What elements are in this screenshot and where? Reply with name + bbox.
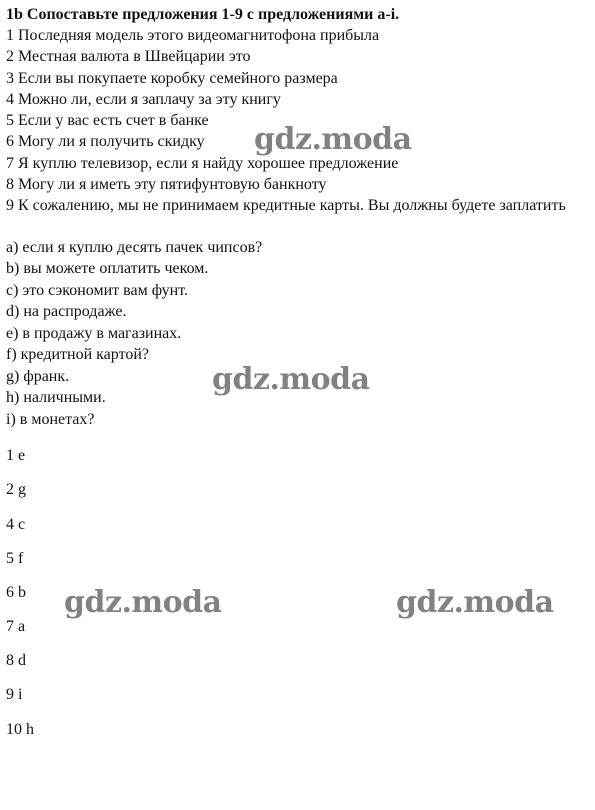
sentence-item: 5 Если у вас есть счет в банке <box>6 112 209 130</box>
answer-item: 1 e <box>6 447 26 465</box>
sentence-item: 6 Могу ли я получить скидку <box>6 133 205 151</box>
ending-item: d) на распродаже. <box>6 303 127 321</box>
answer-item: 7 a <box>6 618 26 636</box>
ending-item: f) кредитной картой? <box>6 346 150 364</box>
section-spacer <box>6 217 591 237</box>
ending-item: g) франк. <box>6 367 70 385</box>
sentence-item: 1 Последняя модель этого видеомагнитофона прибыла <box>6 27 380 44</box>
sentence-item: 4 Можно ли, если я заплачу за эту книгу <box>6 90 281 108</box>
answer-item: 10 h <box>6 720 34 738</box>
document-page <box>6 4 591 753</box>
ending-list <box>6 237 591 431</box>
sentence-list <box>6 25 591 217</box>
answer-list <box>6 445 591 753</box>
sentence-item: 8 Могу ли я иметь эту пятифунтовую банкноту <box>6 176 327 194</box>
watermark-logo: gdz.moda <box>254 122 412 157</box>
sentence-item: 7 Я куплю телевизор, если я найду хорошее предложение <box>6 154 399 172</box>
ending-item: e) в продажу в магазинах. <box>6 324 182 342</box>
answer-item: 2 g <box>6 481 26 499</box>
answer-item: 5 f <box>6 549 24 567</box>
ending-item: h) наличными. <box>6 389 106 407</box>
exercise-title: 1b Сопоставьте предложения 1-9 с предложениями a-i. <box>6 6 400 23</box>
sentence-item: 3 Если вы покупаете коробку семейного размера <box>6 69 338 87</box>
watermark-logo: gdz.moda <box>396 585 554 620</box>
ending-item: i) в монетах? <box>6 410 95 428</box>
ending-item: b) вы можете оплатить чеком. <box>6 260 209 278</box>
watermark-logo: gdz.moda <box>212 362 370 397</box>
ending-item: c) это сэкономит вам фунт. <box>6 281 189 299</box>
sentence-item: 2 Местная валюта в Швейцарии это <box>6 48 251 66</box>
answer-item: 4 c <box>6 515 26 533</box>
answer-item: 6 b <box>6 583 26 601</box>
watermark-logo: gdz.moda <box>64 585 222 620</box>
answer-item: 9 i <box>6 686 23 704</box>
ending-item: a) если я куплю десять пачек чипсов? <box>6 238 263 256</box>
answer-item: 8 d <box>6 652 26 670</box>
sentence-item: 9 К сожалению, мы не принимаем кредитные карты. Вы должны будете заплатить <box>6 197 566 215</box>
